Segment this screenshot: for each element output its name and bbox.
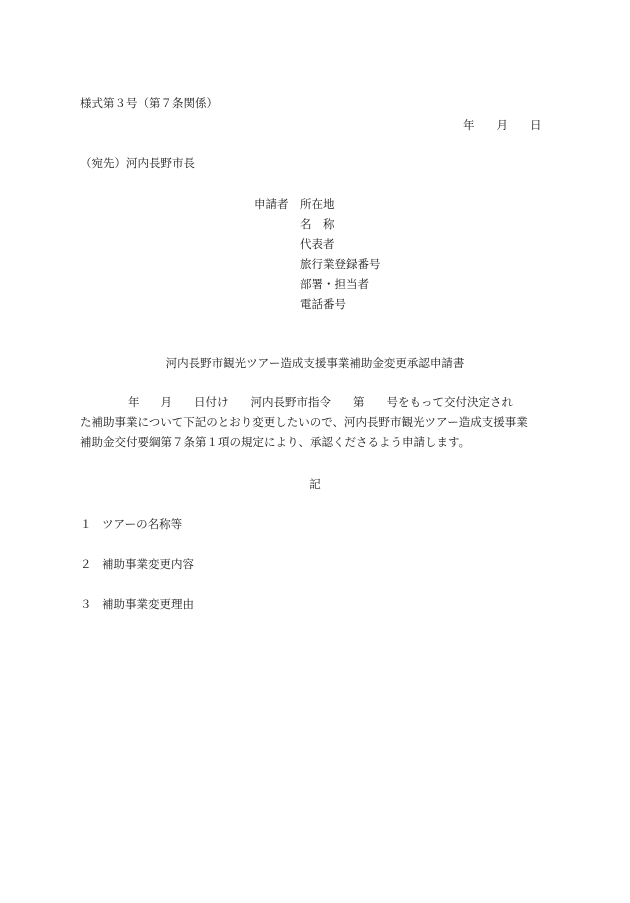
addressee: （宛先）河内長野市長 <box>80 156 195 170</box>
body-go-text: 号をもって交付決定され <box>386 395 513 409</box>
applicant-field-name: 名 称 <box>300 217 335 231</box>
list-item-change-reason <box>80 598 194 612</box>
list-item-number: １ <box>80 517 92 531</box>
body-paragraph <box>80 396 528 456</box>
applicant-field-travel-registration: 旅行業登録番号 <box>300 257 381 271</box>
body-dai: 第 <box>353 395 365 409</box>
body-line-1 <box>80 396 528 416</box>
applicant-field-phone: 電話番号 <box>300 297 346 311</box>
applicant-label: 申請者 <box>254 197 289 211</box>
form-number: 様式第３号（第７条関係） <box>80 96 218 110</box>
applicant-field-address: 所在地 <box>300 197 335 211</box>
document-title: 河内長野市観光ツアー造成支援事業補助金変更承認申請書 <box>165 356 465 370</box>
body-month: 月 <box>160 395 172 409</box>
date-month-label: 月 <box>496 118 508 132</box>
applicant-field-representative: 代表者 <box>300 237 335 251</box>
body-order-label: 河内長野市指令 <box>250 395 331 409</box>
body-day-tsuke: 日付け <box>194 395 229 409</box>
list-item-label: 補助事業変更内容 <box>102 557 194 571</box>
list-item-number: ３ <box>80 597 92 611</box>
body-year: 年 <box>128 395 140 409</box>
body-line-2: た補助事業について下記のとおり変更したいので、河内長野市観光ツアー造成支援事業 <box>80 415 528 429</box>
list-item-number: ２ <box>80 557 92 571</box>
list-item-label: 補助事業変更理由 <box>102 597 194 611</box>
list-item-label: ツアーの名称等 <box>102 517 183 531</box>
date-line <box>463 119 542 133</box>
list-item-tour-name <box>80 518 182 532</box>
applicant-field-department-contact: 部署・担当者 <box>300 277 369 291</box>
body-line-3: 補助金交付要綱第７条第１項の規定により、承認くださるよう申請します。 <box>80 435 471 449</box>
date-year-label: 年 <box>463 118 475 132</box>
ki-heading: 記 <box>309 477 321 491</box>
list-item-change-content <box>80 558 194 572</box>
date-day-label: 日 <box>530 118 542 132</box>
